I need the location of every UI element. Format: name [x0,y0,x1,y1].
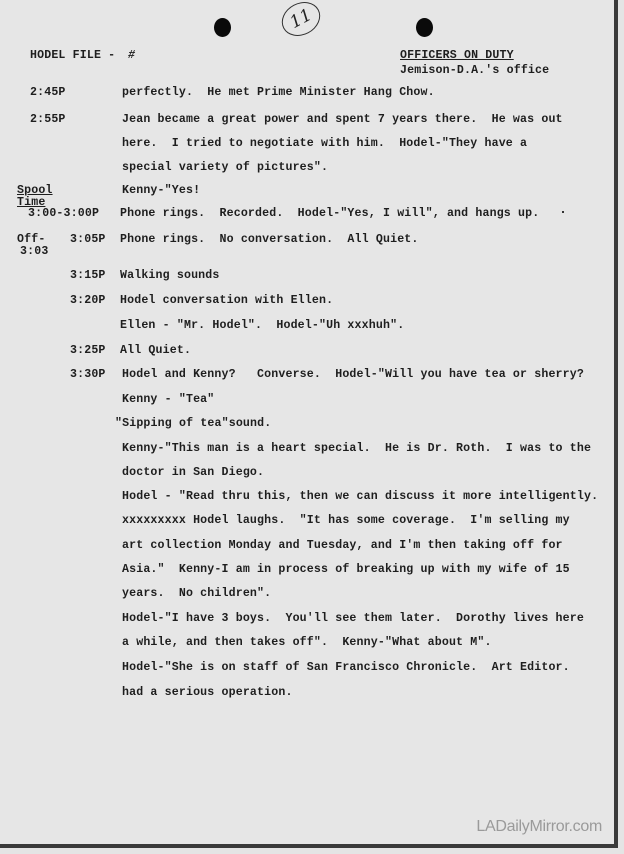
entry-line: art collection Monday and Tuesday, and I'm then taking off for [122,539,563,552]
entry-time: 3:30P [70,368,106,381]
officers-title: OFFICERS ON DUTY [400,49,514,62]
off-label: Off- [17,233,46,246]
entry-line: doctor in San Diego. [122,466,265,479]
entry-line: Hodel-"She is on staff of San Francisco Chronicle. Art Editor. [122,661,570,674]
entry-line: Hodel conversation with Ellen. [120,294,334,307]
entry-time: 2:45P [30,86,66,99]
entry-line: Phone rings. No conversation. All Quiet. [120,233,419,246]
entry-time: 2:55P [30,113,66,126]
watermark: LADailyMirror.com [476,818,602,835]
entry-line: All Quiet. [120,344,192,357]
punch-hole-right-icon [416,18,433,37]
entry-line: special variety of pictures". [122,161,329,174]
entry-time: 3:25P [70,344,106,357]
entry-line: Walking sounds [120,269,220,282]
entry-time: 3:05P [70,233,106,246]
entry-line: Jean became a great power and spent 7 years there. He was out [122,113,563,126]
entry-time: 3:20P [70,294,106,307]
entry-line: Hodel - "Read thru this, then we can discuss it more intelligently. [122,490,599,503]
entry-line: perfectly. He met Prime Minister Hang Chow. [122,86,435,99]
entry-line: here. I tried to negotiate with him. Hodel-"They have a [122,137,528,150]
file-label: HODEL FILE - [30,49,116,62]
spool-label: Spool [17,184,53,197]
entry-line: xxxxxxxxx Hodel laughs. "It has some coverage. I'm selling my [122,514,570,527]
entry-line: Kenny-"This man is a heart special. He is Dr. Roth. I was to the [122,442,592,455]
entry-line: Hodel-"I have 3 boys. You'll see them later. Dorothy lives here [122,612,584,625]
entry-line: Ellen - "Mr. Hodel". Hodel-"Uh xxxhuh". [120,319,405,332]
page-number: 11 [276,0,326,43]
punch-hole-left-icon [214,18,231,37]
entry-line: a while, and then takes off". Kenny-"What about M". [122,636,492,649]
entry-line: Phone rings. Recorded. Hodel-"Yes, I will", and hangs up. [120,207,540,220]
off-time: 3:03 [20,245,49,258]
entry-line: Hodel and Kenny? Converse. Hodel-"Will you have tea or sherry? [122,368,584,381]
entry-line: years. No children". [122,587,272,600]
entry-time: 3:15P [70,269,106,282]
stray-mark [562,211,564,213]
officers-name: Jemison-D.A.'s office [400,64,550,77]
entry-line: Asia." Kenny-I am in process of breaking up with my wife of 15 [122,563,570,576]
file-mark: # [128,49,136,62]
entry-line: "Sipping of tea"sound. [115,417,272,430]
entry-line: Kenny - "Tea" [122,393,215,406]
entry-line: Kenny-"Yes! [122,184,201,197]
time-label: Time [17,196,46,209]
entry-line: had a serious operation. [122,686,293,699]
entry-time: 3:00-3:00P [28,207,100,220]
